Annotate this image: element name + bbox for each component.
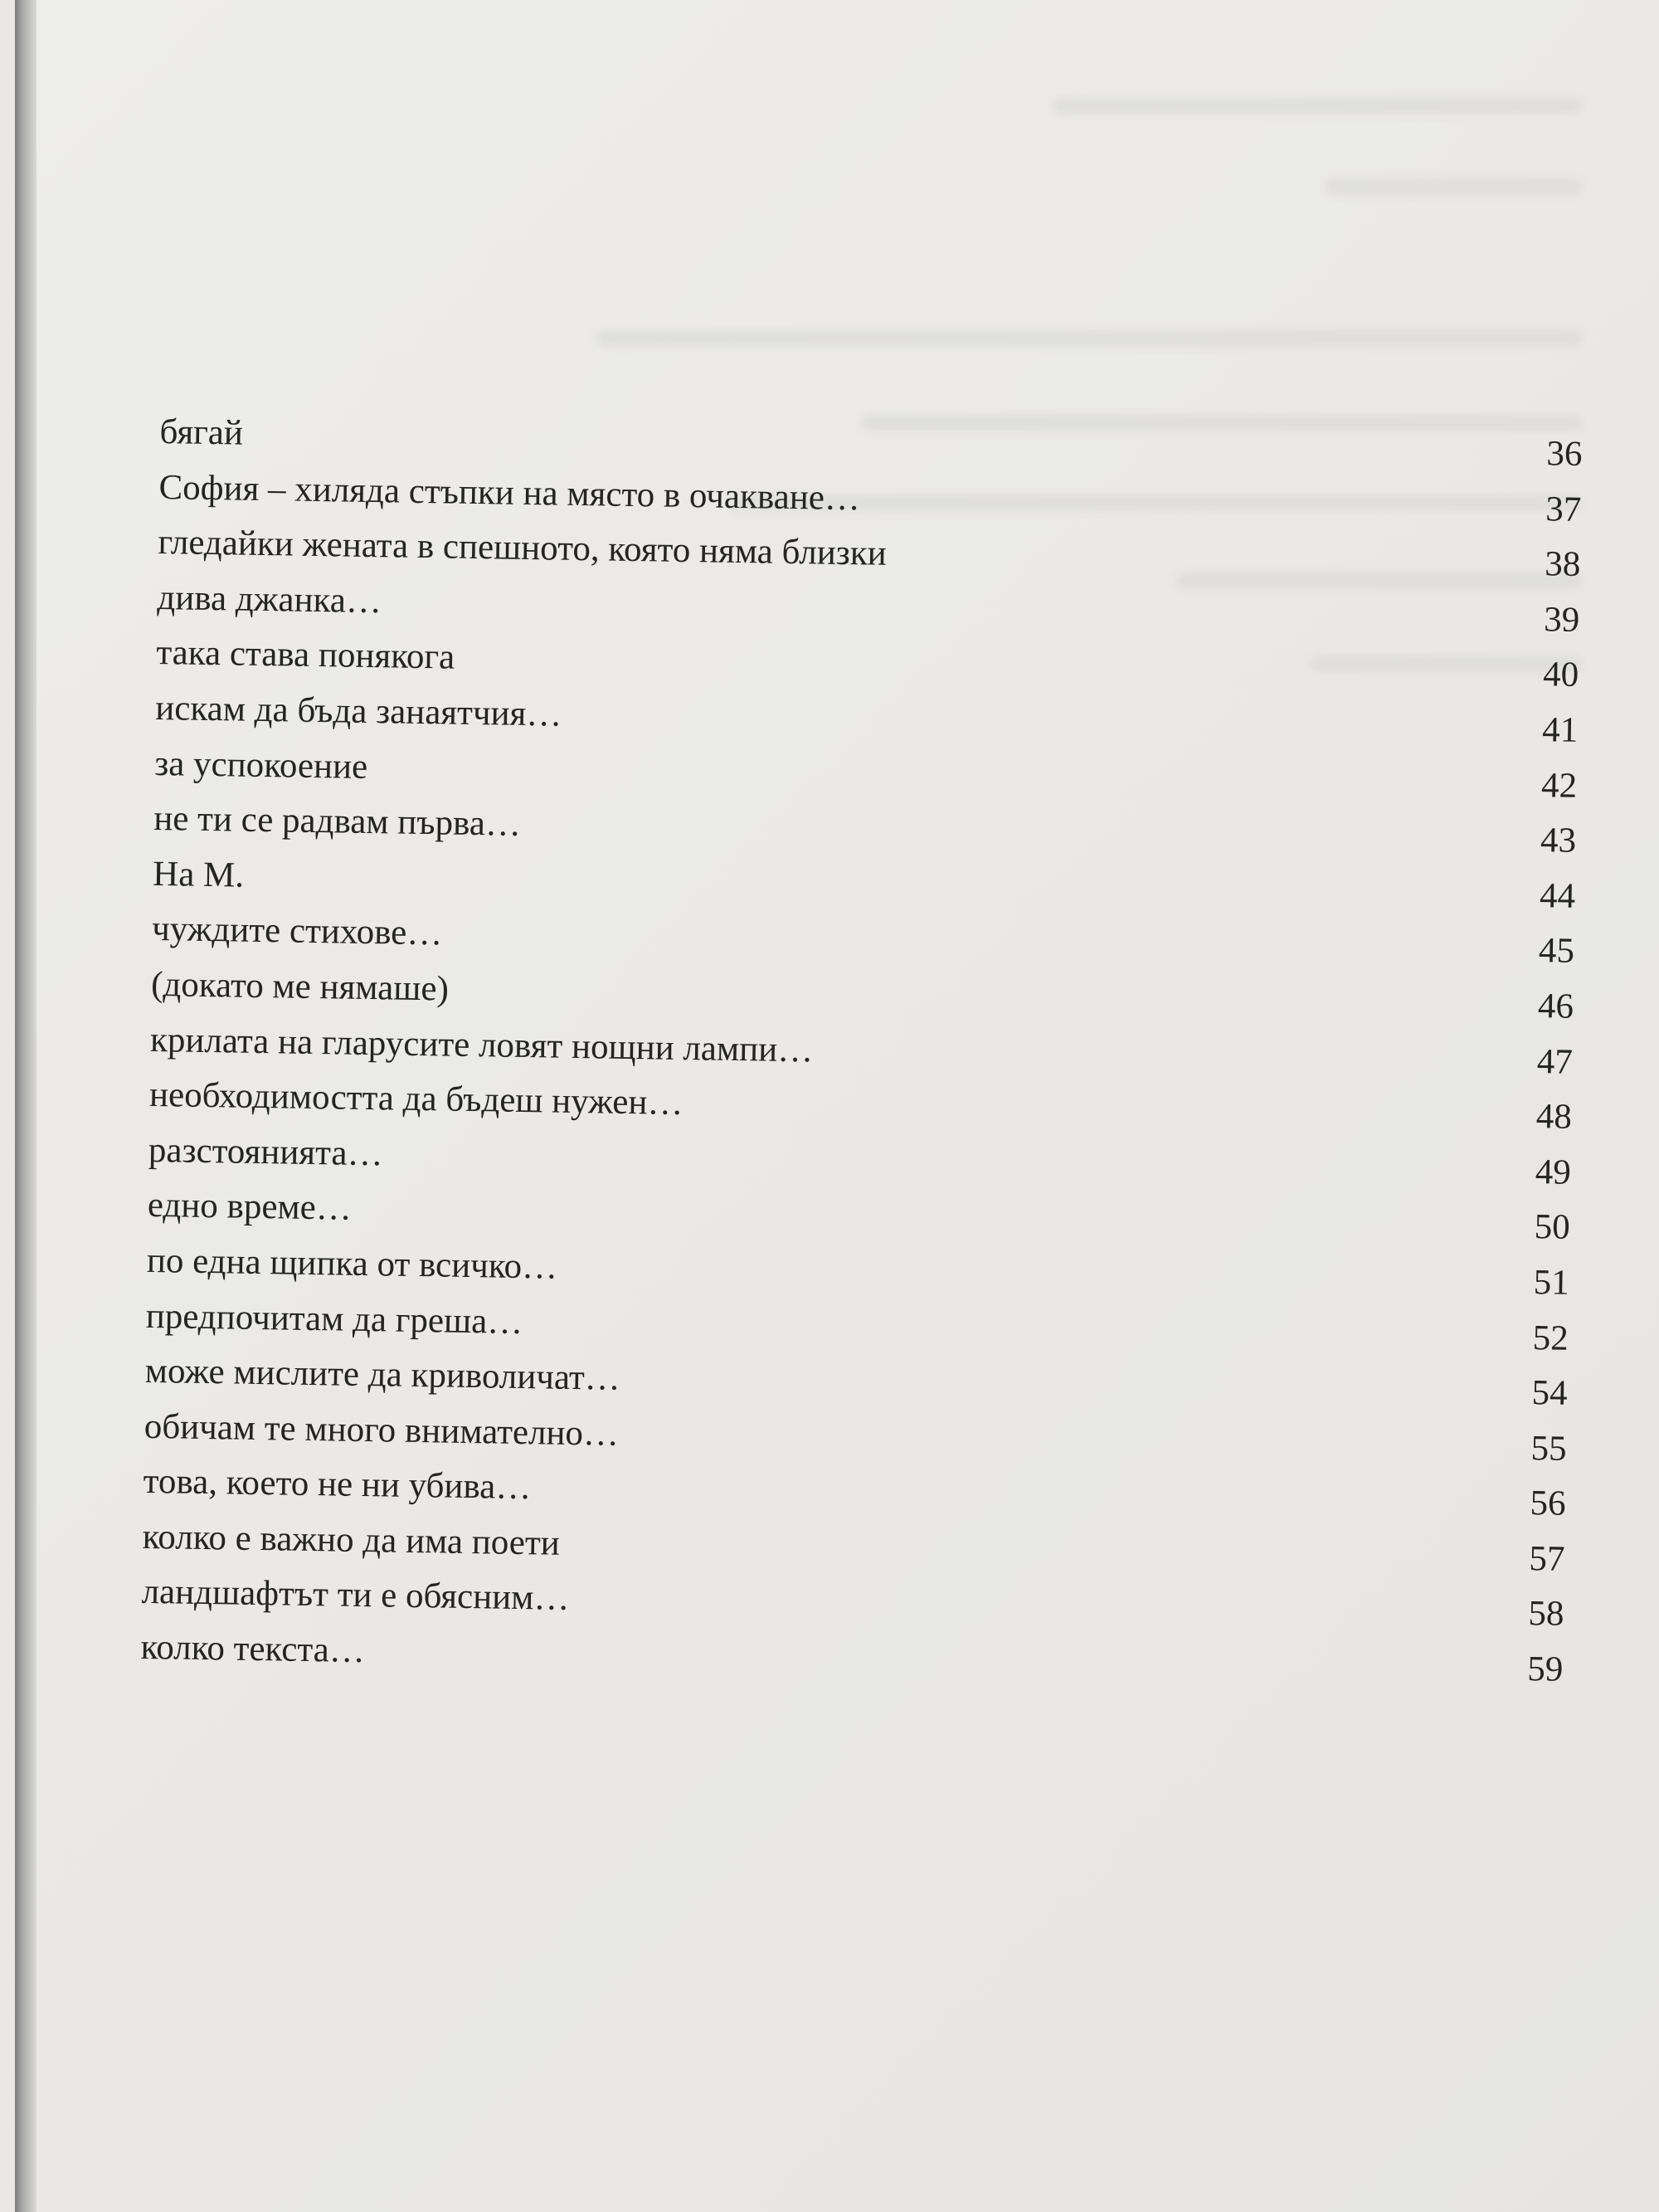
toc-entry-page-number: 49	[1535, 1152, 1572, 1192]
toc-entry-page-number: 59	[1527, 1649, 1564, 1689]
show-through-line	[1326, 178, 1583, 195]
toc-entry-title: крилата на гларусите ловят нощни лампи…	[149, 1020, 814, 1069]
toc-entry-title: за успокоение	[153, 743, 368, 787]
toc-entry-page-number: 42	[1540, 765, 1578, 806]
toc-entry-title: гледайки жената в спешното, която няма близки	[158, 523, 888, 573]
toc-entry-page-number: 50	[1534, 1207, 1571, 1248]
toc-entry-page-number: 44	[1539, 875, 1576, 916]
book-page	[15, 0, 1659, 2212]
toc-entry-title: не ти се радвам първа…	[153, 799, 522, 845]
toc-entry-page-number: 47	[1536, 1041, 1574, 1082]
toc-entry-title: бягай	[159, 412, 244, 453]
toc-entry-page-number: 52	[1532, 1318, 1569, 1358]
toc-entry-title: дива джанка…	[157, 577, 382, 621]
toc-entry-page-number: 46	[1537, 987, 1574, 1026]
toc-entry-title: разстоянията…	[148, 1130, 383, 1174]
toc-entry-title: колко текста…	[140, 1627, 366, 1671]
toc-entry-title: така става понякога	[156, 633, 455, 677]
show-through-line	[596, 330, 1583, 347]
toc-entry-page-number: 37	[1545, 489, 1582, 529]
toc-entry-page-number: 40	[1542, 655, 1579, 695]
toc-entry-title: чуждите стихове…	[151, 909, 443, 953]
table-of-contents	[140, 412, 1583, 1704]
toc-entry-title: искам да бъда занаятчия…	[155, 688, 562, 734]
toc-entry-page-number: 41	[1541, 710, 1579, 750]
toc-entry-title: едно време…	[147, 1186, 353, 1229]
toc-entry-title: по една щипка от всичко…	[146, 1240, 558, 1287]
toc-entry-title: София – хиляда стъпки на място в очакване…	[158, 467, 861, 518]
toc-entry-title: може мислите да криволичат…	[144, 1351, 621, 1398]
spine-shadow	[15, 0, 36, 2212]
toc-entry-title: необходимостта да бъдеш нужен…	[148, 1075, 684, 1123]
toc-entry-title: (докато ме нямаше)	[150, 964, 450, 1009]
toc-entry-page-number: 51	[1533, 1263, 1570, 1303]
toc-entry-title: ландшафтът ти е обясним…	[141, 1572, 570, 1619]
toc-entry-title: това, което не ни убива…	[143, 1462, 532, 1508]
toc-entry-page-number: 43	[1540, 821, 1577, 861]
toc-entry-title: предпочитам да греша…	[145, 1296, 523, 1342]
toc-entry-page-number: 57	[1529, 1538, 1565, 1579]
toc-entry-page-number: 38	[1544, 544, 1581, 585]
toc-entry-title: колко е важно да има поети	[142, 1517, 561, 1563]
toc-entry-page-number: 54	[1531, 1373, 1568, 1413]
toc-entry-page-number: 45	[1538, 931, 1575, 972]
toc-entry-page-number: 36	[1546, 434, 1583, 474]
toc-entry-page-number: 55	[1530, 1428, 1567, 1469]
toc-entry-page-number: 58	[1528, 1594, 1564, 1635]
toc-entry-title: обичам те много внимателно…	[144, 1406, 620, 1454]
toc-entry-page-number: 39	[1543, 600, 1580, 640]
toc-entry-page-number: 48	[1535, 1097, 1573, 1137]
toc-entry-title: На М.	[152, 854, 245, 895]
show-through-line	[1052, 98, 1583, 114]
toc-entry-page-number: 56	[1530, 1484, 1566, 1524]
